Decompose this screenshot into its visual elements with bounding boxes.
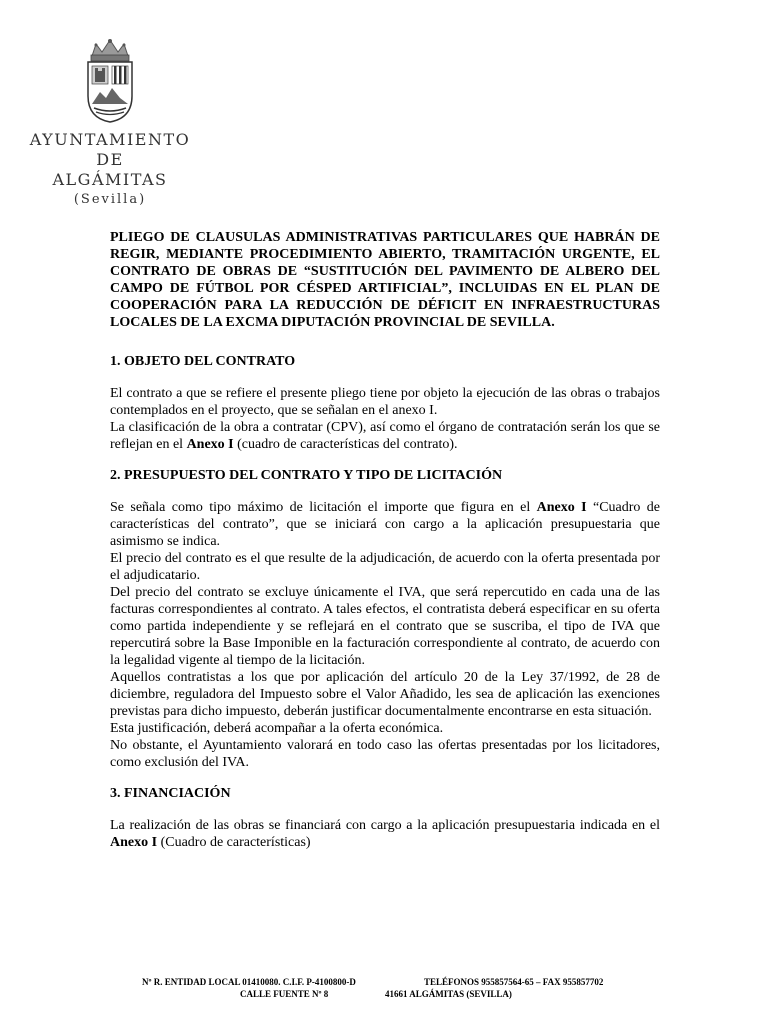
document-title: PLIEGO DE CLAUSULAS ADMINISTRATIVAS PARTICULARES QUE HABRÁN DE REGIR, MEDIANTE PROCEDIMIENTO ABIERTO, TRAMITACIÓN URGENTE, EL CONTRATO DE OBRAS DE “SUSTITUCIÓN DEL PAVIMENTO DE ALBERO DEL CAMPO DE FÚTBOL POR CÉSPED ARTIFICIAL”, INCLUIDAS EN EL PLAN DE COOPERACIÓN PARA LA REDUCCIÓN DE DÉFICIT EN INFRAESTRUCTURAS LOCALES DE LA EXCMA DIPUTACIÓN PROVINCIAL DE SEVILLA.: [110, 230, 660, 330]
paragraph: No obstante, el Ayuntamiento valorará en todo caso las ofertas presentadas por los licitadores, como exclusión del IVA.: [110, 738, 660, 770]
section-heading: 1. OBJETO DEL CONTRATO: [110, 354, 296, 369]
footer-address: CALLE FUENTE Nº 8: [240, 989, 329, 999]
document-body: [110, 229, 660, 865]
paragraph: Aquellos contratistas a los que por aplicación del artículo 20 de la Ley 37/1992, de 28 de diciembre, reguladora del Impuesto sobre el Valor Añadido, les sea de aplicación las exenciones previstas para dicho impuesto, deberán justificar documentalmente encontrarse en esta situación.: [110, 670, 660, 719]
paragraph: La clasificación de la obra a contratar (CPV), así como el órgano de contratación serán los que se reflejan en el Anexo I (cuadro de características del contrato).: [110, 420, 660, 452]
anexo-reference: Anexo I: [110, 835, 158, 850]
org-name-line1: AYUNTAMIENTO: [29, 130, 191, 149]
section-financiacion: [110, 785, 660, 851]
footer-phones: TELÉFONOS 955857564-65 – FAX 955857702: [424, 977, 604, 987]
section-presupuesto: [110, 467, 660, 771]
anexo-reference: Anexo I: [186, 437, 234, 452]
coat-of-arms-icon: [78, 38, 142, 124]
org-name-line3: ALGÁMITAS: [52, 170, 168, 189]
section-heading: 2. PRESUPUESTO DEL CONTRATO Y TIPO DE LICITACIÓN: [110, 468, 503, 483]
footer-registry: Nº R. ENTIDAD LOCAL 01410080. C.I.F. P-4100800-D: [142, 977, 356, 987]
paragraph: Esta justificación, deberá acompañar a la oferta económica.: [110, 721, 444, 736]
org-name-line4: (Sevilla): [73, 192, 147, 207]
paragraph: El precio del contrato es el que resulte de la adjudicación, de acuerdo con la oferta presentada por el adjudicatario.: [110, 551, 660, 583]
letterhead: [20, 38, 200, 210]
page-footer: [0, 976, 770, 1000]
paragraph: Del precio del contrato se excluye únicamente el IVA, que será repercutido en cada una de las facturas correspondientes al contrato. A tales efectos, el contratista deberá especificar en su oferta como partida independiente y se reflejará en el contrato que se suscriba, el tipo de IVA que repercutirá sobre la Base Imponible en la facturación correspondiente al contrato, de acuerdo con la legalidad vigente al tiempo de la licitación.: [110, 585, 660, 668]
section-heading: 3. FINANCIACIÓN: [110, 786, 231, 801]
section-objeto: [110, 353, 660, 453]
org-name-line2: DE: [96, 150, 124, 169]
anexo-reference: Anexo I: [536, 500, 587, 515]
paragraph: Se señala como tipo máximo de licitación el importe que figura en el Anexo I “Cuadro de características del contrato”, que se iniciará con cargo a la aplicación presupuestaria que asimismo se indica.: [110, 500, 661, 549]
footer-postal: 41661 ALGÁMITAS (SEVILLA): [385, 989, 512, 999]
paragraph: La realización de las obras se financiará con cargo a la aplicación presupuestaria indicada en el Anexo I (Cuadro de características): [110, 818, 660, 850]
paragraph: El contrato a que se refiere el presente pliego tiene por objeto la ejecución de las obras o trabajos contemplados en el proyecto, que se señalan en el anexo I.: [110, 386, 660, 418]
